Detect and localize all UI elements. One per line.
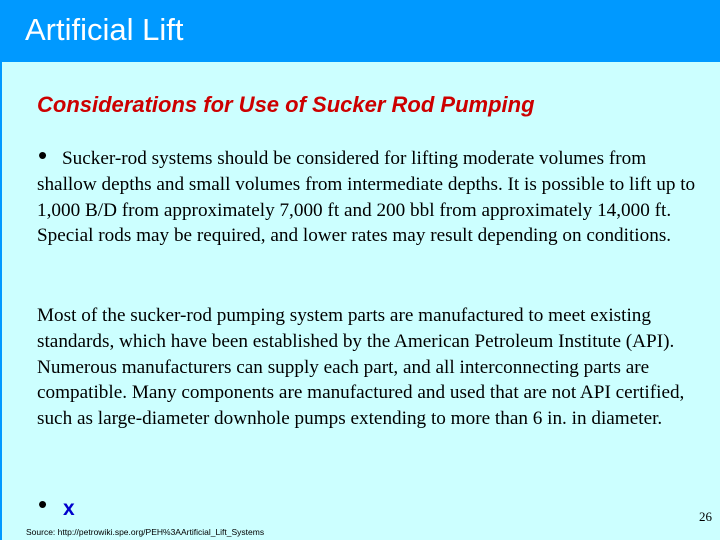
source-citation: Source: http://petrowiki.spe.org/PEH%3AArtificial_Lift_Systems [26,527,265,537]
bullet-dot-icon: • [38,489,48,519]
page-number: 26 [699,509,712,524]
left-border [0,62,2,540]
bullet-paragraph-1: Sucker-rod systems should be considered for lifting moderate volumes from shallow depths and small volumes from intermediate depths. It is possible to lift up to 1,000 B/D from approximately 7,000 ft and 200 bbl from approximately 14,000 ft. Special rods may be required, and lower rates may result depending on conditions. [37,148,696,247]
slide-title: Artificial Lift [25,12,184,47]
slide-subtitle: Considerations for Use of Sucker Rod Pumping [37,92,535,117]
bullet-item-2: x [63,497,75,520]
bullet-dot-icon: • [38,140,48,170]
title-bar [0,0,720,62]
bullet-paragraph-1-continued: Most of the sucker-rod pumping system parts are manufactured to meet existing standards, which have been established by the American Petroleum Institute (API). Numerous manufacturers can supply each part, and all interconnecting parts are compatible. Many components are manufactured and used that are not API certified, such as large-diameter downhole pumps extending to more than 6 in. in diameter. [37,305,685,430]
